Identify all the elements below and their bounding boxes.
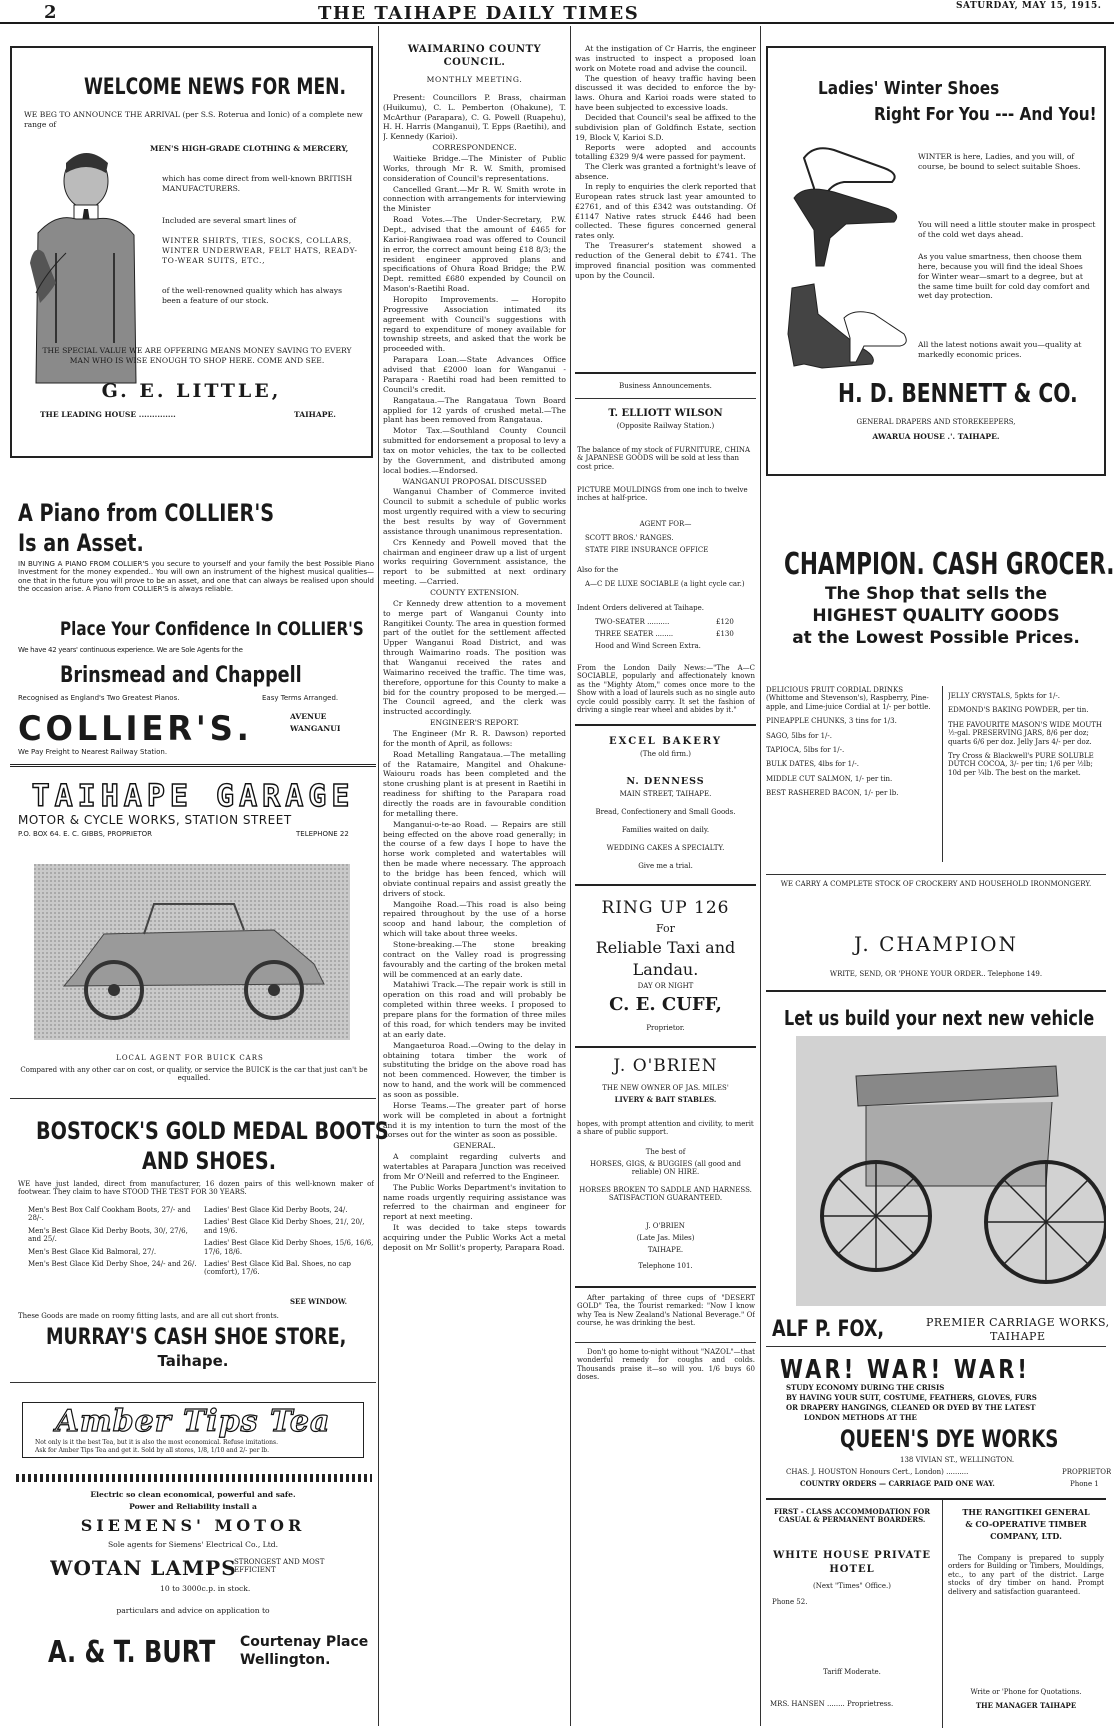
bakery-owner: N. DENNESS <box>626 776 705 787</box>
council-cont-paragraph: The question of heavy traffic having been discussed it was decided to enforce the by-laws. Ohura and Karioi roads were stated to have been subjected to excessive loads. <box>575 73 756 113</box>
timber-name3: COMPANY, LTD. <box>990 1532 1062 1541</box>
bostock-item: Ladies' Best Glace Kid Bal. Shoes, no cap (comfort), 17/6. <box>204 1259 352 1277</box>
council-paragraph: Waitieke Bridge.—The Minister of Public Works, through Mr R. W. Smith, promised consideration of Council's representations. <box>383 154 566 183</box>
council-title: WAIMARINO COUNTY COUNCIL. <box>407 44 542 68</box>
bennett-headline1: Ladies' Winter Shoes <box>818 78 1000 99</box>
section-rule <box>10 1098 376 1099</box>
council-cont-paragraph: In reply to enquiries the clerk reported that European rates struck last year amounted to £2761, and of this £342 was outstanding. Of £1147 Native rates struck £446 had been collected. These figures concerned general rates only. <box>575 182 756 241</box>
collier-addr1: AVENUE <box>290 712 327 721</box>
section-rule <box>575 724 756 726</box>
section-rule <box>10 1382 376 1383</box>
dye-country: COUNTRY ORDERS — CARRIAGE PAID ONE WAY. <box>800 1480 995 1488</box>
cuff-ring: RING UP 126 <box>601 898 730 918</box>
column-rule <box>570 26 571 1726</box>
council-paragraph: Cancelled Grant.—Mr R. W. Smith wrote in connection with arrangements for interviewing the Minister <box>383 184 566 214</box>
wilson-price2: £130 <box>716 630 734 638</box>
hotel-line1: FIRST - CLASS ACCOMMODATION FOR CASUAL & PERMANENT BOARDERS. <box>773 1508 931 1525</box>
bakery-addr: MAIN STREET, TAIHAPE. <box>619 790 712 798</box>
grocery-item: PINEAPPLE CHUNKS, 3 tins for 1/3. <box>766 717 897 726</box>
collier-headline2: Is an Asset. <box>18 529 144 557</box>
little-line3: Included are several smart lines of <box>162 216 296 225</box>
council-paragraph: Wanganui Chamber of Commerce invited Council to submit a schedule of public works most urgently required with a view to securing the best results by way of Government assistance through unanimous representation. <box>383 487 566 536</box>
wilson-price1: £120 <box>716 618 734 626</box>
carriage-illustration <box>796 1036 1106 1306</box>
column-rule <box>942 1500 943 1728</box>
council-paragraph: Horopito Improvements. — Horopito Progressive Association intimated its agreement with Council's suggestions with regard to expenditure of money available for township streets, and asked that the work be proceeded with. <box>383 295 566 354</box>
section-rule <box>575 1286 756 1288</box>
hotel-phone: Phone 52. <box>772 1598 808 1606</box>
council-subhead: ENGINEER'S REPORT. <box>430 718 519 728</box>
section-rule <box>575 884 756 886</box>
amber-line2: Ask for Amber Tips Tea and get it. Sold by all stores, 1/8, 1/10 and 2/- per lb. <box>35 1447 270 1454</box>
obrien-horses: HORSES, GIGS, & BUGGIES (all good and reliable) ON HIRE. <box>590 1160 741 1177</box>
timber-body: The Company is prepared to supply orders for Building or Timbers, Mouldings, etc., to any part of the district. Large stocks of dry timber on hand. Prompt delivery and satisfaction guaranteed. <box>948 1554 1104 1596</box>
obrien-town: TAIHAPE. <box>647 1246 684 1254</box>
issue-date: SATURDAY, MAY 15, 1915. <box>956 1 1102 11</box>
grocery-item: EDMOND'S BAKING POWDER, per tin. <box>948 706 1089 715</box>
bostock-note: These Goods are made on roomy fitting lasts, and are all cut short fronts. <box>18 1312 279 1320</box>
council-subhead: WANGANUI PROPOSAL DISCUSSED <box>402 476 547 486</box>
little-line5: of the well-renowned quality which has always been a feature of our stock. <box>162 286 342 305</box>
bakery-line1: Bread, Confectionery and Small Goods. <box>595 808 736 816</box>
timber-manager: THE MANAGER TAIHAPE <box>975 1702 1077 1710</box>
ad-amber-tips <box>22 1402 364 1458</box>
bostock-right-list <box>204 1206 376 1277</box>
dye-line4: LONDON METHODS AT THE <box>804 1414 917 1422</box>
council-body <box>383 93 566 1253</box>
bostock-see-window: SEE WINDOW. <box>290 1298 348 1306</box>
siemens-addr1: Courtenay Place <box>240 1634 369 1650</box>
little-line1: MEN'S HIGH-GRADE CLOTHING & MERCERY, <box>150 144 349 153</box>
council-cont-paragraph: Reports were adopted and accounts totalling £329 9/4 were passed for payment. <box>575 142 756 162</box>
obrien-broken: HORSES BROKEN TO SADDLE AND HARNESS. SATISFACTION GUARANTEED. <box>579 1186 752 1203</box>
timber-write: Write or 'Phone for Quotations. <box>970 1688 1082 1696</box>
bostock-intro: WE have just landed, direct from manufacturer, 16 dozen pairs of this well-known maker of footwear. They claim to have STOOD THE TEST FOR 30 YEARS. <box>18 1180 374 1197</box>
hotel-owner: MRS. HANSEN ........ Proprietress. <box>770 1700 894 1708</box>
council-paragraph: The Engineer (Mr R. R. Dawson) reported for the month of April, as follows: <box>383 729 566 748</box>
page-number: 2 <box>44 2 57 23</box>
grocery-item: THE FAVOURITE MASON'S WIDE MOUTH ½-gal. PRESERVING JARS, 8/6 per doz; quarts 6/6 per doz. Jelly Jars 4/- per doz. <box>948 720 1102 746</box>
little-line6: THE SPECIAL VALUE WE ARE OFFERING MEANS MONEY SAVING TO EVERY MAN WHO IS WISE ENOUGH TO SHOP HERE. COME AND SEE. <box>42 346 352 365</box>
bakery-name: EXCEL BAKERY <box>609 736 722 747</box>
bostock-item: Ladies' Best Glace Kid Derby Shoes, 21/, 20/, and 19/6. <box>204 1218 365 1235</box>
header-rule <box>0 22 1114 24</box>
dye-name: QUEEN'S DYE WORKS <box>840 1425 1059 1453</box>
obrien-name: J. O'BRIEN <box>613 1056 718 1076</box>
champion-headline: CHAMPION. CASH GROCER. <box>784 547 1114 582</box>
dye-headline: WAR! WAR! WAR! <box>780 1355 1031 1385</box>
siemens-lamps-note: STRONGEST AND MOST EFFICIENT <box>234 1558 325 1575</box>
dye-phone: Phone 1 <box>1070 1480 1099 1488</box>
collier-terms: Easy Terms Arranged. <box>262 694 339 702</box>
council-paragraph: Crs Kennedy and Powell moved that the chairman and engineer draw up a list of urgent works requiring Government assistance, the report to be submitted at next ordinary meeting. —Carried. <box>383 537 566 587</box>
obrien-late: (Late Jas. Miles) <box>636 1234 695 1242</box>
council-continued <box>575 44 756 281</box>
amber-line1: Not only is it the best Tea, but it is also the most economical. Refuse imitations. <box>35 1439 278 1446</box>
dye-line2: BY HAVING YOUR SUIT, COSTUME, FEATHERS, GLOVES, FURS <box>786 1394 1037 1402</box>
wilson-sub: (Opposite Railway Station.) <box>616 422 715 430</box>
collier-recog: Recognised as England's Two Greatest Pianos. <box>18 694 180 702</box>
bostock-item: Ladies' Best Glace Kid Derby Boots, 24/. <box>204 1206 348 1214</box>
council-subhead: CORRESPONDENCE. <box>432 143 517 153</box>
collier-headline1: A Piano from COLLIER'S <box>18 499 275 527</box>
council-paragraph: Present: Councillors P. Brass, chairman (Huikumu), C. L. Pemberton (Ohakune), T. McArthur (Parapara), C. G. Powell (Ruapehu), H. H. Harris (Manganui), T. Epps (Raetihi), and J. Kennedy (Karioi). <box>383 92 566 142</box>
dye-prop: PROPRIETOR <box>1062 1468 1112 1476</box>
grocery-item: BEST RASHERED BACON, 1/- per lb. <box>766 789 899 798</box>
dye-prop-label: CHAS. J. HOUSTON Honours Cert., London) .......... <box>786 1468 969 1476</box>
council-paragraph: Horse Teams.—The greater part of horse work will be completed in about a fortnight and it is my intention to turn the most of the horses out for the winter as soon as possible. <box>383 1100 566 1140</box>
grocery-item: MIDDLE CUT SALMON, 1/- per tin. <box>766 774 893 783</box>
wilson-car: A—C DE LUXE SOCIABLE (a light cycle car.) <box>585 580 745 588</box>
section-rule <box>766 990 1106 992</box>
dye-line3: OR DRAPERY HANGINGS, CLEANED OR DYED BY THE LATEST <box>786 1404 1036 1412</box>
council-paragraph: Manganui-o-te-ao Road. — Repairs are still being effected on the above road generally; in the course of a few days I hope to have the horse work completed and watertables will then be made where necessary. The approach to the bridge has been fenced, which will obviate continual repairs and assist greatly the drivers of stock. <box>383 819 566 898</box>
shoes-illustration <box>774 138 912 408</box>
little-line2: which has come direct from well-known BRITISH MANUFACTURERS. <box>162 174 353 193</box>
champion-right-list <box>948 692 1106 783</box>
dye-line1: STUDY ECONOMY DURING THE CRISIS <box>786 1384 945 1392</box>
bakery-line3: WEDDING CAKES A SPECIALTY. <box>606 844 725 852</box>
council-paragraph: The Public Works Department's invitation to name roads urgently requiring assistance was referred to the chairman and engineer for report at next meeting. <box>383 1182 566 1222</box>
section-rule <box>575 1342 756 1343</box>
bostock-item: Men's Best Glace Kid Balmoral, 27/. <box>28 1247 157 1256</box>
grocery-item: TAPIOCA, 5lbs for 1/-. <box>766 745 845 754</box>
champion-stock: WE CARRY A COMPLETE STOCK OF CROCKERY AND HOUSEHOLD IRONMONGERY. <box>780 880 1092 888</box>
wilson-agent-for: AGENT FOR— <box>639 520 692 528</box>
bostock-town: Taihape. <box>157 1352 229 1370</box>
obrien-best: The best of <box>645 1148 686 1156</box>
timber-name1: THE RANGITIKEI GENERAL <box>962 1508 1090 1517</box>
siemens-line1: Electric so clean economical, powerful and safe. <box>90 1490 296 1499</box>
ad-ge-little <box>10 46 373 458</box>
obrien-hopes: hopes, with prompt attention and civility, to merit a share of public support. <box>577 1120 754 1137</box>
section-rule <box>575 398 756 399</box>
council-paragraph: Mangaeturoa Road.—Owing to the delay in obtaining totara timber the work of substituting the bridge on the above road has not been commenced. However, the timber is now to hand, and the work will be commenced as soon as possible. <box>383 1040 566 1099</box>
council-paragraph: Cr Kennedy drew attention to a movement to merge part of Wanganui County into Rangitikei County. The area in question formed part of the outlet for the settlement affected Upper Wanganui Road District, and was through Waimarino roads. The position was that Wanganui received the rates and Waimarino received the traffic. The time was, therefore, opportune for this County to make a bid for the country proposed to be merged.—The Council agreed, and the clerk was instructed accordingly. <box>383 598 566 717</box>
council-paragraph: It was decided to take steps towards acquiring under the Public Works Act a metal deposit on Mr Sollit's property, Parapara Road. <box>383 1223 566 1252</box>
tea-notice: After partaking of three cups of "DESERT GOLD" Tea, the Tourist remarked: "Now I know why Tea is New Zealand's National Beverage." Of course, he was drinking the best. <box>577 1294 755 1328</box>
collier-name: COLLIER'S. <box>18 709 253 749</box>
dye-addr: 138 VIVIAN ST., WELLINGTON. <box>900 1456 1015 1464</box>
bostock-item: Men's Best Box Calf Cookham Boots, 27/- and 28/-. <box>28 1206 191 1223</box>
grocery-item: Try Cross & Blackwell's PURE SOLUBLE DUTCH COCOA, 3/- per tin; 1/6 per ½lb; 10d per ¼lb. The best on the market. <box>948 751 1094 777</box>
column-rule <box>942 686 943 862</box>
council-paragraph: Parapara Loan.—State Advances Office advised that £2000 loan for Wanganui - Parapara - Raetihi road had been remitted to Council's credit. <box>383 355 566 394</box>
little-headline: WELCOME NEWS FOR MEN. <box>84 75 347 100</box>
siemens-stock: 10 to 3000c.p. in stock. <box>160 1584 251 1593</box>
grocery-item: SAGO, 5lbs for 1/-. <box>766 731 832 740</box>
obrien-livery: LIVERY & BAIT STABLES. <box>614 1096 717 1104</box>
fox-name: ALF P. FOX, <box>772 1317 885 1342</box>
column-rule <box>378 26 379 1726</box>
bennett-p3: As you value smartness, then choose them here, because you will find the ideal Shoes for Winter wear—smart to a degree, but at the same time built for cold day comfort and wet day protection. <box>918 252 1090 301</box>
column-rule <box>760 26 761 1726</box>
bennett-headline2: Right For You --- And You! <box>874 104 1097 125</box>
siemens-lamps: WOTAN LAMPS <box>50 1556 237 1580</box>
collier-freight: We Pay Freight to Nearest Railway Station. <box>18 748 168 756</box>
wilson-price2-label: THREE SEATER ........ <box>595 630 674 638</box>
bennett-p2: You will need a little stouter make in prospect of the cold wet days ahead. <box>918 220 1096 239</box>
council-cont-paragraph: The Treasurer's statement showed a reduction of the General debit to £741. The improved financial position was commented upon by the Council. <box>575 241 756 280</box>
bennett-p4: All the latest notions await you—quality at markedly economic prices. <box>918 340 1082 359</box>
business-label: Business Announcements. <box>619 382 712 390</box>
council-subhead: COUNTY EXTENSION. <box>430 587 519 597</box>
council-paragraph: Mangoihe Road.—This road is also being repaired throughout by the use of a horse scoop and hand labour, the completion of which will take about three weeks. <box>383 899 566 939</box>
bostock-item: Men's Best Glace Kid Derby Shoe, 24/- and 26/. <box>28 1259 197 1268</box>
wilson-news: From the London Daily News:—"The A—C SOCIABLE, popularly and affectionately known as the "Mighty Atom," comes once more to the Show with a load of laurels such as no single auto cycle could possibly carry. It set the fashion of driving a single rear wheel and abides by it." <box>577 664 755 714</box>
section-rule <box>766 1498 1106 1500</box>
little-footer-right: TAIHAPE. <box>294 410 336 419</box>
section-rule <box>766 1346 1106 1347</box>
wilson-body: The balance of my stock of FURNITURE, CHINA & JAPANESE GOODS will be sold at less than cost price. <box>577 446 751 471</box>
council-cont-paragraph: The Clerk was granted a fortnight's leave of absence. <box>575 162 756 182</box>
little-footer-left: THE LEADING HOUSE .............. <box>40 410 176 419</box>
wilson-also: Also for the <box>577 566 619 574</box>
garage-sub: MOTOR & CYCLE WORKS, STATION STREET <box>18 813 292 827</box>
cuff-name: C. E. CUFF, <box>609 994 722 1015</box>
section-rule <box>575 1046 756 1048</box>
collier-slogan: Place Your Confidence In COLLIER'S <box>60 618 364 640</box>
siemens-firm: A. & T. BURT <box>48 1635 216 1670</box>
wilson-price1-label: TWO-SEATER .......... <box>595 618 670 626</box>
wilson-agent2: STATE FIRE INSURANCE OFFICE <box>585 546 709 554</box>
garage-phone: TELEPHONE 22 <box>296 830 349 838</box>
bostock-item: Ladies' Best Glace Kid Derby Shoes, 15/6, 16/6, 17/6, 18/6. <box>204 1239 374 1256</box>
wilson-name: T. ELLIOTT WILSON <box>608 408 723 419</box>
siemens-addr2: Wellington. <box>240 1652 331 1668</box>
hotel-name1: WHITE HOUSE PRIVATE <box>773 1550 931 1561</box>
obrien-owner: THE NEW OWNER OF JAS. MILES' <box>602 1084 729 1092</box>
council-article <box>383 44 566 1724</box>
champion-write: WRITE, SEND, OR 'PHONE YOUR ORDER.. Telephone 149. <box>829 970 1043 978</box>
collier-experience: We have 42 years' continuous experience. We are Sole Agents for the <box>18 646 243 654</box>
fox-title2: TAIHAPE <box>990 1330 1046 1343</box>
ad-bennett <box>766 46 1106 476</box>
champion-sub2: HIGHEST QUALITY GOODS <box>812 606 1060 626</box>
council-subhead: GENERAL. <box>453 1141 496 1151</box>
little-line4: WINTER SHIRTS, TIES, SOCKS, COLLARS, WINTER UNDERWEAR, FELT HATS, READY-TO-WEAR SUITS, ETC., <box>162 236 358 265</box>
council-subtitle: MONTHLY MEETING. <box>426 75 523 84</box>
section-rule <box>766 874 1106 875</box>
collier-body: IN BUYING A PIANO FROM COLLIER'S you secure to yourself and your family the best Possible Piano Investment for the money expended.. You will own an instrument of the highest musical qualities—one that in the future you will prove to be an asset, and one that can always be realised upon should the occasion arise. A Piano from COLLIER'S is always reliable. <box>18 560 374 594</box>
obrien-sig: J. O'BRIEN <box>646 1222 685 1230</box>
council-paragraph: Matahiwi Track.—The repair work is still in operation on this road and will probably be completed within three weeks. I proposed to prepare plans for the formation of three miles of this road, for which tenders may be invited at an early date. <box>383 980 566 1039</box>
buick-car-illustration <box>34 864 350 1040</box>
hotel-tariff: Tariff Moderate. <box>823 1668 881 1676</box>
grocery-item: BULK DATES, 4lbs for 1/-. <box>766 760 859 769</box>
hotel-name2: HOTEL <box>829 1564 875 1575</box>
council-paragraph: A complaint regarding culverts and watertables at Parapara Junction was received from Mr O'Neill and referred to the Engineer. <box>383 1152 566 1181</box>
bennett-name: H. D. BENNETT & CO. <box>838 379 1078 409</box>
bostock-store: MURRAY'S CASH SHOE STORE, <box>46 1325 347 1350</box>
bostock-item: Men's Best Glace Kid Derby Boots, 30/, 27/6, and 25/. <box>28 1226 188 1244</box>
ornamental-rule <box>16 1474 372 1482</box>
cuff-reliable: Reliable Taxi and <box>595 938 736 957</box>
grocery-item: JELLY CRYSTALS, 5pkts for 1/-. <box>948 692 1061 700</box>
council-paragraph: Rangataua.—The Rangataua Town Board applied for 12 yards of crushed metal.—The plant has been removed from Rangataua. <box>383 395 566 425</box>
champion-sub3: at the Lowest Possible Prices. <box>792 628 1080 648</box>
fox-title1: PREMIER CARRIAGE WORKS, <box>926 1316 1110 1329</box>
little-intro: WE BEG TO ANNOUNCE THE ARRIVAL (per S.S. Roterua and Ionic) of a complete new range of <box>24 110 363 129</box>
newspaper-title: THE TAIHAPE DAILY TIMES <box>318 3 640 24</box>
wilson-mouldings: PICTURE MOULDINGS from one inch to twelve inches at half-price. <box>577 486 748 503</box>
section-rule <box>575 372 756 374</box>
fox-headline: Let us build your next new vehicle <box>784 1006 1095 1030</box>
bennett-sub: GENERAL DRAPERS AND STOREKEEPERS, <box>856 418 1016 426</box>
council-cont-paragraph: At the instigation of Cr Harris, the engineer was instructed to inspect a proposed loan work on Motete road and advise the council. <box>575 44 756 73</box>
garage-headline: TAIHAPE GARAGE <box>31 779 355 814</box>
collier-addr2: WANGANUI <box>290 724 341 733</box>
bennett-p1: WINTER is here, Ladies, and you will, of course, be bound to select suitable Shoes. <box>918 152 1081 171</box>
garage-caption1: LOCAL AGENT FOR BUICK CARS <box>116 1054 264 1062</box>
council-paragraph: Road Votes.—The Under-Secretary, P.W. Dept., advised that the amount of £465 for Karioi-Rangiwaea road was offered to Council in error, the correct amount being £18 8/3; the resident engineer approved plans and specifications of Ohura Road Bridge; the P.W. Dept. remitted £680 expended by Council on Mason's-Raetihi Road. <box>383 215 566 294</box>
bakery-line2: Families waited on daily. <box>621 826 710 834</box>
bakery-sub: (The old firm.) <box>639 750 692 758</box>
little-name: G. E. LITTLE, <box>101 380 282 402</box>
bakery-line4: Give me a trial. <box>638 862 693 870</box>
grocery-item: DELICIOUS FRUIT CORDIAL DRINKS (Whittome and Stevenson's), Raspberry, Pine-apple, and Lime-juice Cordial at 1/- per bottle. <box>766 686 931 711</box>
section-rule <box>10 764 376 767</box>
amber-brand: Amber Tips Tea <box>55 1404 331 1439</box>
council-cont-paragraph: Decided that Council's seal be affixed to the subdivision plan of Goldfinch Estate, section 19, Block V, Karioi S.D. <box>575 113 756 142</box>
siemens-agents: Sole agents for Siemens' Electrical Co., Ltd. <box>107 1540 279 1549</box>
hotel-sub: (Next "Times" Office.) <box>813 1582 891 1590</box>
bostock-left-list <box>28 1206 200 1268</box>
collier-brands: Brinsmead and Chappell <box>60 663 302 688</box>
council-paragraph: Road Metalling Rangataua.—The metalling of the Ratamaire, Mangitel and Ohakune-Waiouru roads has been completed and the stone crushing plant is at present in Raetihi in readiness for shifting to the Parapara road directly the roads are in favourable condition for metalling there. <box>383 749 566 818</box>
nazol-notice: Don't go home to-night without "NAZOL"—that wonderful remedy for coughs and colds. Thousands praise it—so will you. 1/6 buys 60 doses. <box>577 1348 755 1382</box>
siemens-apply: particulars and advice on application to <box>116 1606 270 1615</box>
cuff-landau: Landau. <box>632 960 699 979</box>
champion-sub1: The Shop that sells the <box>824 584 1048 604</box>
council-paragraph: Motor Tax.—Southland County Council submitted for endorsement a proposal to levy a tax on motor vehicles, the tax to be collected by the Government, and distributed among local bodies.—Endorsed. <box>383 426 566 475</box>
siemens-line2: Power and Reliability install a <box>129 1502 257 1511</box>
garage-po: P.O. BOX 64. E. C. GIBBS, PROPRIETOR <box>18 830 153 838</box>
bostock-headline1: BOSTOCK'S GOLD MEDAL BOOTS <box>36 1117 389 1145</box>
cuff-for: For <box>656 922 675 935</box>
wilson-agent1: SCOTT BROS.' RANGES. <box>585 534 674 542</box>
wilson-indent: Indent Orders delivered at Taihape. <box>577 604 704 612</box>
bennett-addr: AWARUA HOUSE .'. TAIHAPE. <box>872 432 1000 441</box>
bostock-headline2: AND SHOES. <box>142 1147 277 1175</box>
garage-caption2: Compared with any other car on cost, or quality, or service the BUICK is the car that just can't be equalled. <box>20 1066 368 1083</box>
champion-left-list <box>766 686 938 804</box>
timber-name2: & CO-OPERATIVE TIMBER <box>965 1520 1087 1529</box>
obrien-phone: Telephone 101. <box>638 1262 693 1270</box>
cuff-day: DAY OR NIGHT <box>637 982 694 990</box>
champion-name: J. CHAMPION <box>853 932 1019 956</box>
cuff-prop: Proprietor. <box>646 1024 685 1032</box>
council-paragraph: Stone-breaking.—The stone breaking contract on the Valley road is progressing favourably and the carting of the broken metal will be commenced at an early date. <box>383 940 566 979</box>
wilson-hood: Hood and Wind Screen Extra. <box>595 642 701 650</box>
siemens-headline: SIEMENS' MOTOR <box>80 1516 306 1535</box>
